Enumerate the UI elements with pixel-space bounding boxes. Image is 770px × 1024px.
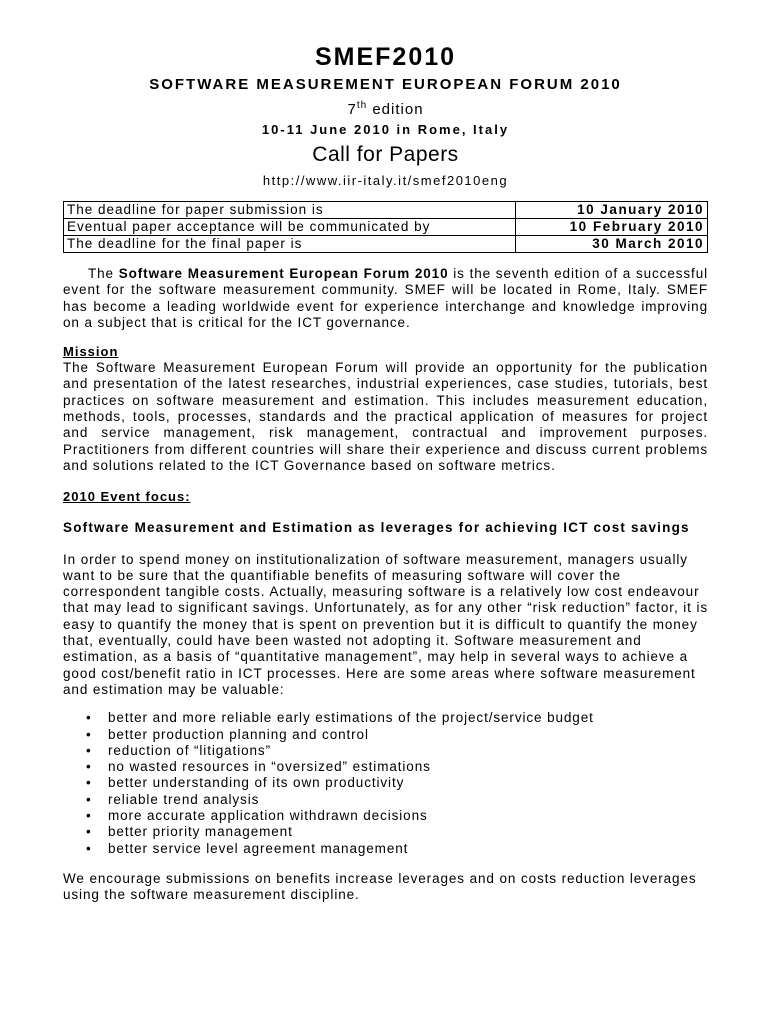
mission-heading: Mission xyxy=(63,344,119,360)
intro-rest: is the seventh edition of a successful event for the software measurement community. SMEF will be located in Rome, Italy. SMEF has become a leading worldwide event for experience interchange and knowledge improving on a subject that is critical for the ICT governance. xyxy=(63,266,708,330)
list-item-text: better production planning and control xyxy=(108,726,369,742)
list-item xyxy=(86,840,708,857)
list-item xyxy=(86,759,708,775)
bullet: • xyxy=(86,726,92,742)
mission-paragraph: The Software Measurement European Forum will provide an opportunity for the publication and presentation of the latest researches, industrial experiences, case studies, tutorials, best practices on software measurement and estimation. This includes measurement education, methods, tools, processes, standards and the practical application of measures for project and service management, risk management, contractual and improvement purposes. Practitioners from different countries will share their experience and discuss current problems and solutions related to the ICT Governance based on software metrics. xyxy=(63,360,708,473)
focus-heading: 2010 Event focus: xyxy=(63,489,191,505)
table-row xyxy=(64,236,708,253)
bullet: • xyxy=(86,742,92,758)
focus-body: In order to spend money on institutionalization of software measurement, managers usually want to be sure that the quantifiable benefits of measuring software will cover the correspondent tangible costs. Actually, measuring software is a relatively low cost endeavour that may lead to significant savings. Unfortunately, as for any other “risk reduction” factor, it is easy to quantify the money that is spent on prevention but it is difficult to quantify the money that, eventually, could have been wasted not adopting it. Software measurement and estimation, as a basis of “quantitative management”, may help in several ways to achieve a good cost/benefit ratio in ICT processes. Here are some areas where software measurement and estimation may be valuable: xyxy=(63,551,709,697)
list-item xyxy=(86,824,708,840)
list-item xyxy=(86,791,708,808)
deadline-label: The deadline for paper submission is xyxy=(64,202,516,219)
focus-title: Software Measurement and Estimation as leverages for achieving ICT cost savings xyxy=(63,520,690,536)
deadline-date: 10 January 2010 xyxy=(516,202,708,219)
intro-lead: The xyxy=(88,266,119,281)
deadlines-table xyxy=(63,201,708,253)
list-item xyxy=(86,710,708,726)
bullet: • xyxy=(86,775,92,791)
table-row xyxy=(64,219,708,236)
list-item-text: reduction of “litigations” xyxy=(108,742,271,758)
bullet: • xyxy=(86,824,92,840)
list-item-text: better priority management xyxy=(108,824,293,840)
list-item-text: better and more reliable early estimations of the project/service budget xyxy=(108,710,594,726)
list-item xyxy=(86,808,708,824)
deadline-label: The deadline for the final paper is xyxy=(64,236,516,253)
doc-title: SMEF2010 xyxy=(314,43,457,71)
list-item-text: no wasted resources in “oversized” estimations xyxy=(108,759,431,775)
intro-event-name: Software Measurement European Forum 2010 xyxy=(118,266,449,281)
list-item-text: better understanding of its own productivity xyxy=(108,775,405,791)
list-item xyxy=(86,726,708,743)
bullet: • xyxy=(86,808,92,824)
event-url-link[interactable]: http://www.iir-italy.it/smef2010eng xyxy=(262,173,509,188)
list-item xyxy=(86,742,708,759)
closing-paragraph: We encourage submissions on benefits increase leverages and on costs reduction leverages using the software measurement discipline. xyxy=(63,870,697,903)
list-item-text: better service level agreement management xyxy=(108,840,409,856)
edition-suffix: th xyxy=(356,100,368,111)
header xyxy=(63,40,708,192)
call-for-papers-heading: Call for Papers xyxy=(312,143,459,166)
deadline-date: 30 March 2010 xyxy=(516,236,708,253)
bullet: • xyxy=(86,710,92,726)
list-item-text: more accurate application withdrawn decisions xyxy=(108,808,428,824)
document-page xyxy=(63,40,708,904)
bullet: • xyxy=(86,759,92,775)
list-item xyxy=(86,775,708,791)
intro-paragraph xyxy=(63,266,708,331)
doc-subtitle: SOFTWARE MEASUREMENT EUROPEAN FORUM 2010 xyxy=(149,76,622,93)
edition-line xyxy=(63,96,708,120)
table-row xyxy=(64,202,708,219)
bullet: • xyxy=(86,791,92,807)
deadline-date: 10 February 2010 xyxy=(516,219,708,236)
deadline-label: Eventual paper acceptance will be communicated by xyxy=(64,219,516,236)
edition-number: 7 xyxy=(347,101,357,118)
bullet: • xyxy=(86,840,92,856)
valuable-areas-list xyxy=(63,710,708,857)
list-item-text: reliable trend analysis xyxy=(108,791,260,807)
dateline: 10-11 June 2010 in Rome, Italy xyxy=(261,122,510,137)
edition-word: edition xyxy=(372,101,424,118)
